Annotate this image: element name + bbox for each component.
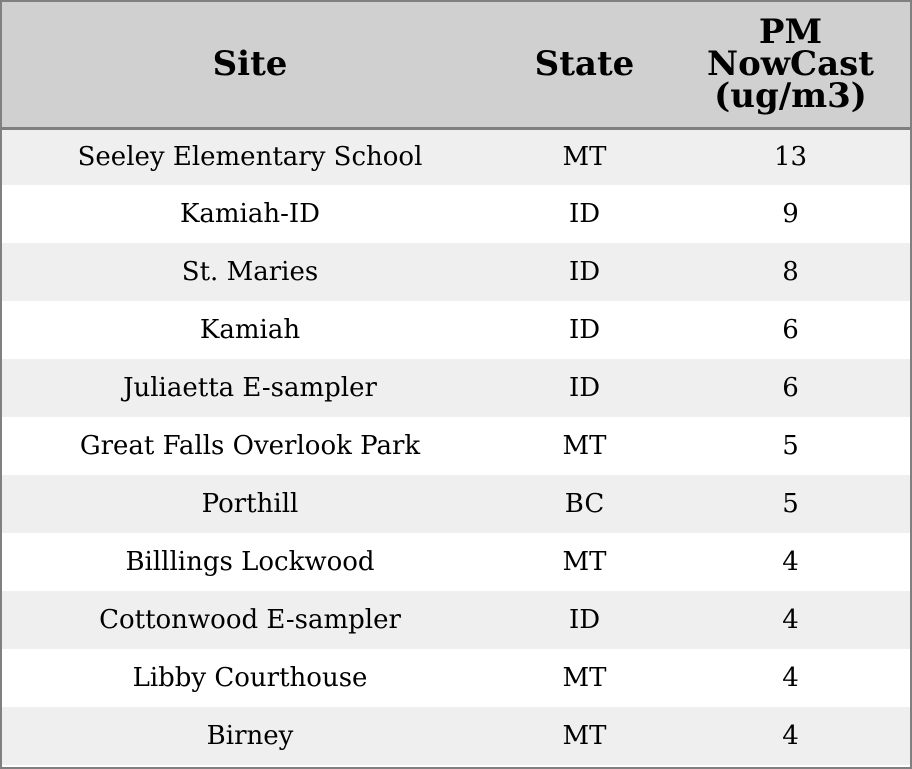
cell-pm: 4 <box>782 547 799 577</box>
cell-site: Billlings Lockwood <box>125 547 375 577</box>
cell-site: St. Maries <box>181 257 319 287</box>
table-row <box>2 185 910 243</box>
cell-pm: 13 <box>773 142 808 173</box>
cell-pm: 4 <box>782 605 799 635</box>
cell-site: Kamiah <box>199 315 301 345</box>
table-row <box>2 243 910 301</box>
table-row <box>2 301 910 359</box>
table-row <box>2 128 910 185</box>
cell-pm: 8 <box>782 257 799 287</box>
cell-site: Seeley Elementary School <box>77 142 423 173</box>
table-header <box>2 2 910 128</box>
cell-state: ID <box>568 605 601 635</box>
cell-state: MT <box>562 721 607 751</box>
cell-state: MT <box>562 663 607 693</box>
pm-nowcast-table <box>2 2 910 765</box>
header-pm-nowcast <box>671 2 910 128</box>
cell-site: Juliaetta E-sampler <box>123 373 377 403</box>
cell-site: Kamiah-ID <box>179 199 321 229</box>
cell-site: Great Falls Overlook Park <box>79 431 421 461</box>
cell-pm: 9 <box>782 199 799 229</box>
table-row <box>2 475 910 533</box>
cell-site: Libby Courthouse <box>132 663 368 693</box>
cell-pm: 6 <box>782 315 799 345</box>
cell-site: Birney <box>206 721 294 751</box>
header-pm-line: (ug/m3) <box>714 76 867 117</box>
header-pm-line: PM <box>758 12 823 53</box>
cell-state: ID <box>568 199 601 229</box>
cell-site: Porthill <box>201 489 299 519</box>
table-row <box>2 533 910 591</box>
cell-state: MT <box>562 431 607 461</box>
cell-pm: 5 <box>782 489 799 519</box>
cell-pm: 5 <box>782 431 799 461</box>
cell-pm: 4 <box>782 663 799 693</box>
header-state: State <box>498 2 671 128</box>
header-site: Site <box>2 2 498 128</box>
cell-state: ID <box>568 257 601 287</box>
cell-state: ID <box>568 373 601 403</box>
table-row <box>2 359 910 417</box>
cell-state: ID <box>568 315 601 345</box>
cell-site: Cottonwood E-sampler <box>99 605 401 635</box>
cell-pm: 4 <box>782 721 799 751</box>
cell-pm: 6 <box>782 373 799 403</box>
cell-state: MT <box>562 142 607 173</box>
table-row <box>2 649 910 707</box>
table-row <box>2 707 910 765</box>
table-body <box>2 128 910 765</box>
table-row <box>2 591 910 649</box>
header-row <box>2 2 910 128</box>
cell-state: MT <box>562 547 607 577</box>
header-pm-line: NowCast <box>707 44 874 85</box>
cell-state: BC <box>564 489 605 519</box>
table-row <box>2 417 910 475</box>
